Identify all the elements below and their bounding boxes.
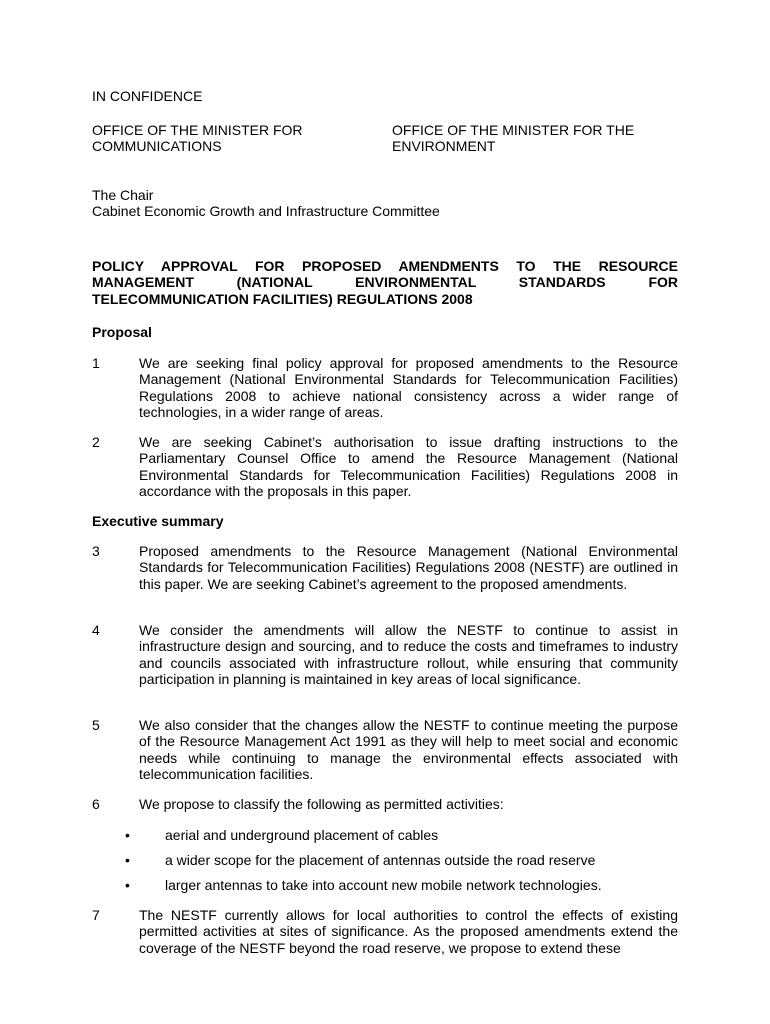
- paragraph-3: [92, 543, 678, 592]
- office-left-line-1: OFFICE OF THE MINISTER FOR: [92, 122, 303, 138]
- addressee: [92, 187, 440, 220]
- section-heading-proposal: Proposal: [92, 324, 152, 340]
- office-left: [92, 122, 362, 155]
- office-right-line-2: ENVIRONMENT: [392, 138, 496, 155]
- paragraph-number: 2: [92, 434, 100, 450]
- list-item: [125, 852, 678, 868]
- paragraph-number: 1: [92, 355, 100, 371]
- paragraph-text: We also consider that the changes allow the NESTF to continue meeting the purpose of the Resource Management Act 1991 as they will help to meet social and economic needs while continuing to manage the environmental effects associated with telecommunication facilities.: [139, 717, 678, 783]
- office-left-line-2: COMMUNICATIONS: [92, 138, 222, 155]
- confidentiality-marking: IN CONFIDENCE: [92, 88, 203, 104]
- paragraph-text: We are seeking final policy approval for proposed amendments to the Resource Management (National Environmental Standards for Telecommunication Facilities) Regulations 2008 to achieve national consistency across a wider range of technologies, in a wider range of areas.: [139, 355, 678, 421]
- addressee-line-1: The Chair: [92, 187, 154, 203]
- list-item-text: aerial and underground placement of cables: [165, 827, 439, 843]
- paragraph-number: 5: [92, 717, 100, 733]
- paragraph-number: 4: [92, 622, 100, 638]
- bullet-icon: •: [125, 827, 130, 843]
- paragraph-text: We propose to classify the following as permitted activities:: [139, 796, 504, 812]
- addressee-line-2: Cabinet Economic Growth and Infrastructure Committee: [92, 203, 440, 220]
- paragraph-text: We consider the amendments will allow the NESTF to continue to assist in infrastructure design and sourcing, and to reduce the costs and timeframes to industry and councils associated with infrastructure rollout, while ensuring that community participation in planning is maintained in key areas of local significance.: [139, 622, 678, 688]
- paragraph-2: [92, 434, 678, 500]
- paragraph-1: [92, 355, 678, 421]
- paragraph-number: 7: [92, 907, 100, 923]
- bullet-icon: •: [125, 852, 130, 868]
- paragraph-text: The NESTF currently allows for local authorities to control the effects of existing permitted activities at sites of significance. As the proposed amendments extend the coverage of the NESTF beyond the road reserve, we propose to extend these: [139, 907, 678, 956]
- list-item: [125, 877, 678, 893]
- paragraph-number: 6: [92, 796, 100, 812]
- office-right-line-1: OFFICE OF THE MINISTER FOR THE: [392, 122, 635, 138]
- paragraph-5: [92, 717, 678, 783]
- paragraph-number: 3: [92, 543, 100, 559]
- paragraph-4: [92, 622, 678, 688]
- paragraph-7: [92, 907, 678, 956]
- office-right: [392, 122, 682, 155]
- paragraph-6: [92, 796, 678, 812]
- section-heading-executive-summary: Executive summary: [92, 513, 224, 529]
- list-item-text: a wider scope for the placement of antennas outside the road reserve: [165, 852, 596, 868]
- paragraph-text: Proposed amendments to the Resource Management (National Environmental Standards for Telecommunication Facilities) Regulations 2008 (NESTF) are outlined in this paper. We are seeking Cabinet’s agreement to the proposed amendments.: [139, 543, 678, 592]
- paragraph-text: We are seeking Cabinet’s authorisation to issue drafting instructions to the Parliamentary Counsel Office to amend the Resource Management (National Environmental Standards for Telecommunication Facilities) Regulations 2008 in accordance with the proposals in this paper.: [139, 434, 678, 500]
- list-item-text: larger antennas to take into account new mobile network technologies.: [165, 877, 602, 893]
- bullet-icon: •: [125, 877, 130, 893]
- list-item: [125, 827, 678, 843]
- document-title: POLICY APPROVAL FOR PROPOSED AMENDMENTS TO THE RESOURCE MANAGEMENT (NATIONAL ENVIRONMENTAL STANDARDS FOR TELECOMMUNICATION FACILITIES) REGULATIONS 2008: [92, 258, 678, 307]
